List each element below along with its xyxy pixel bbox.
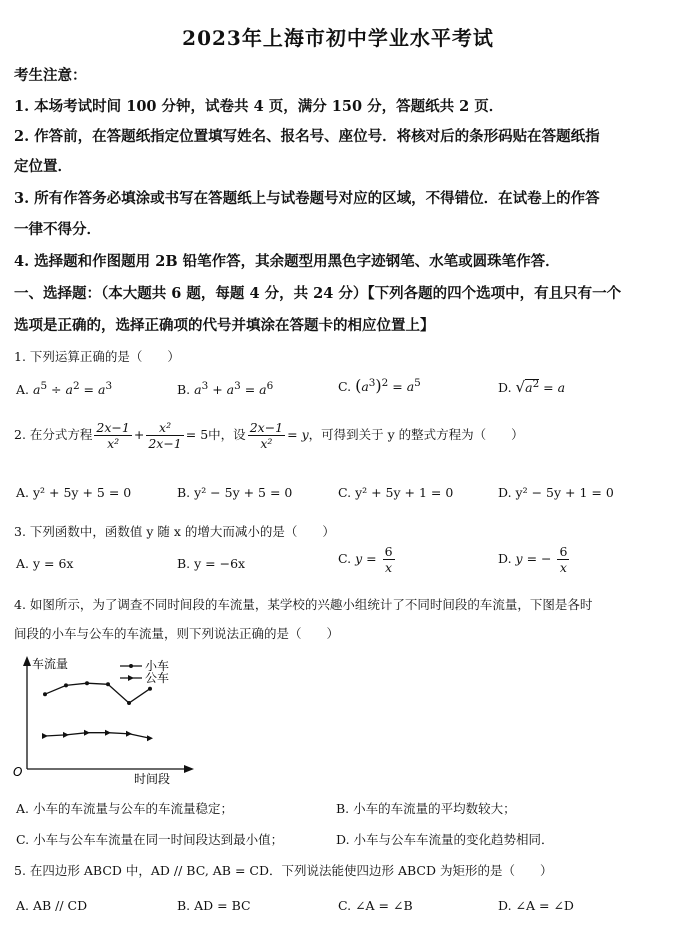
q4-option-c: C. 小车与公车车流量在同一时间段达到最小值； [16,832,284,847]
q1-option-d: D. $√a^2 = a$ [498,378,566,397]
q3-stem: 3. 下列函数中，函数值 y 随 x 的增大而减小的是（ ） [14,524,335,539]
notice-item-2: 2. 作答前，在答题纸指定位置填写姓名、报名号、座位号．将核对后的条形码贴在答题纸指 [14,128,600,145]
q1-stem: 1. 下列运算正确的是（ ） [14,349,180,364]
notice-item-3-cont: 一律不得分． [14,221,101,238]
q2-option-d: D. y² − 5y + 1 = 0 [498,485,614,500]
series-line-car [45,683,150,703]
section-heading: 一、选择题：（本大题共 6 题，每题 4 分，共 24 分）【下列各题的四个选项中，有且只有一个 [14,285,622,302]
q1-option-a: A. $a^5 \div a^2 = a^3$ [16,380,113,398]
data-point-bus-1 [42,733,48,739]
q1-option-b: B. $a^3 + a^3 = a^6$ [177,380,274,398]
data-point-bus-2 [63,732,69,738]
q4-stem-line1: 4. 如图所示，为了调查不同时间段的车流量，某学校的兴趣小组统计了不同时间段的车流量，下图是各时 [14,597,593,612]
data-point-bus-5 [126,731,132,737]
data-point-car-1 [43,692,47,696]
q5-option-a: A. AB // CD [16,898,88,913]
data-point-bus-6 [147,735,153,741]
data-point-car-3 [85,681,89,685]
notice-item-3: 3. 所有作答务必填涂或书写在答题纸上与试卷题号对应的区域，不得错位．在试卷上的作答 [14,190,600,207]
q5-option-c: C. ∠A = ∠B [338,898,413,913]
section-heading-cont: 选项是正确的，选择正确项的代号并填涂在答题卡的相应位置上】 [14,317,435,334]
q5-stem: 5. 在四边形 ABCD 中，AD // BC, AB = CD．下列说法能使四边形 ABCD 为矩形的是（ ） [14,863,553,878]
q2-option-c: C. y² + 5y + 1 = 0 [338,485,454,500]
data-point-car-2 [64,683,68,687]
q3-option-b: B. y = −6x [177,556,246,571]
q5-option-b: B. AD = BC [177,898,251,913]
y-axis-label: 车流量 [32,657,69,671]
data-point-car-6 [148,687,152,691]
q3-option-d: D. y = − $\frac{6}{x}$ [498,544,568,575]
y-axis-arrow [23,656,31,666]
q4-option-a: A. 小车的车流量与公车的车流量稳定； [16,801,233,816]
origin-label: O [13,765,23,779]
legend-label-bus: 公车 [145,671,170,685]
notice-item-1: 1. 本场考试时间 100 分钟，试卷共 4 页，满分 150 分，答题纸共 2 页． [14,98,504,115]
notice-item-2-cont: 定位置． [14,158,72,175]
legend-label-car: 小车 [145,659,170,673]
q2-stem: 2. 在分式方程 $\frac{2x-1}{\text{x²}}$ + $\frac{\text{x²}}{2x-1}$ = 5中，设 $\frac{2x-1}{\text{x²}}$ = y，可得到关于 y 的整式方程为（ ） [14,420,524,451]
q2-option-a: A. y² + 5y + 5 = 0 [16,485,132,500]
data-point-car-5 [127,701,131,705]
data-point-bus-4 [105,730,111,736]
q4-option-d: D. 小车与公车车流量的变化趋势相同． [336,832,554,847]
q3-option-c: C. y = $\frac{6}{x}$ [338,544,393,575]
q4-option-b: B. 小车的车流量的平均数较大； [336,801,516,816]
q5-option-d: D. ∠A = ∠D [498,898,574,913]
data-point-bus-3 [84,730,90,736]
x-axis-arrow [184,765,194,773]
q2-option-b: B. y² − 5y + 5 = 0 [177,485,293,500]
notice-heading: 考生注意： [14,67,87,84]
legend-marker-bus [128,675,134,681]
q1-option-c: C. $(a^3)^2 = a^5$ [338,376,421,395]
traffic-chart [10,652,210,787]
data-point-car-4 [106,682,110,686]
legend-marker-car [129,664,133,668]
page-title: 2023年上海市初中学业水平考试 [182,26,494,50]
q4-stem-line2: 间段的小车与公车的车流量，则下列说法正确的是（ ） [14,626,340,641]
plot-area [42,681,153,741]
notice-item-4: 4. 选择题和作图题用 2B 铅笔作答，其余题型用黑色字迹钢笔、水笔或圆珠笔作答． [14,253,560,270]
q3-option-a: A. y = 6x [16,556,74,571]
series-line-bus [45,733,150,739]
x-axis-label: 时间段 [134,772,171,786]
